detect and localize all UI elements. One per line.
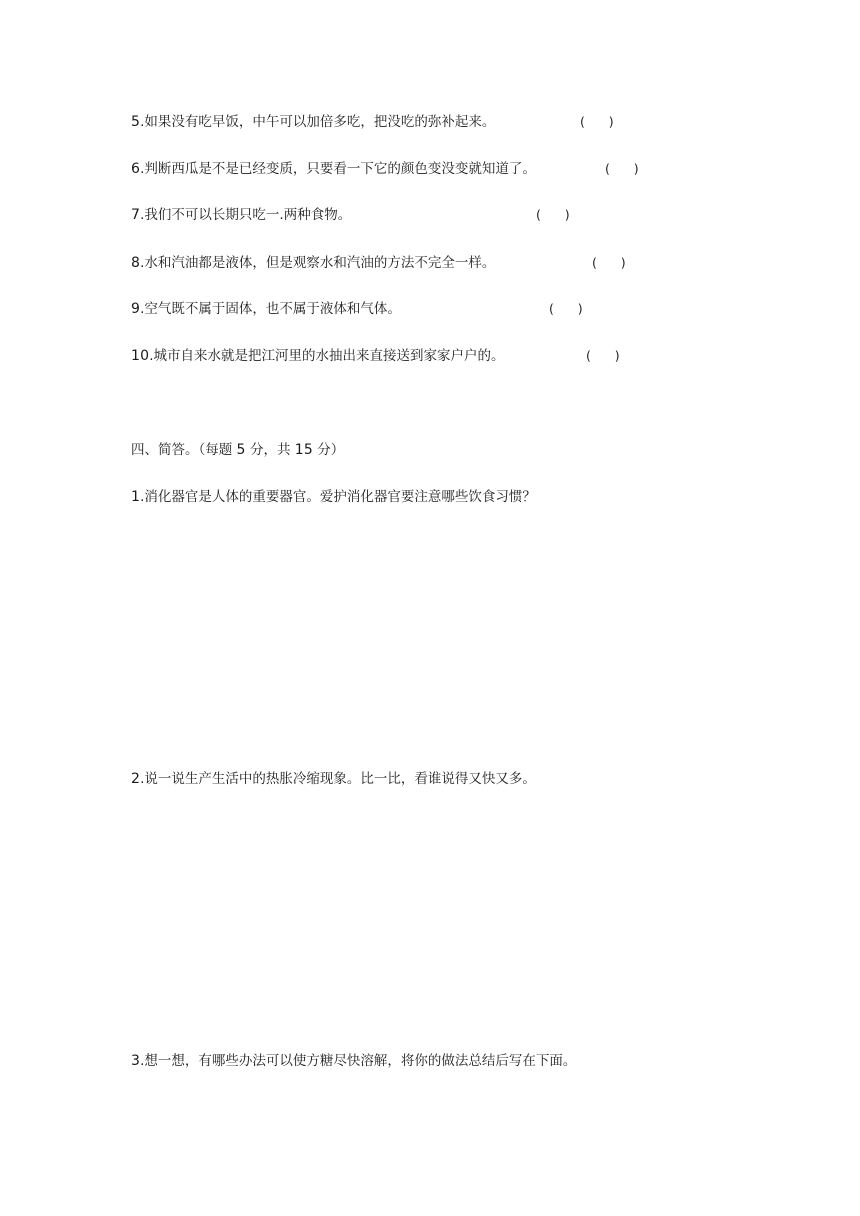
judgement-item-6 [131, 160, 536, 178]
item-number: 5 [131, 114, 141, 130]
heading-text: 分） [312, 442, 345, 458]
answer-blank: ( ) [605, 161, 639, 176]
answer-blank: ( ) [592, 255, 626, 270]
question-text: .想一想，有哪些办法可以使方糖尽快溶解，将你的做法总结后写在下面。 [140, 1053, 577, 1069]
item-number: 9 [131, 301, 141, 317]
item-number: 10 [131, 348, 150, 364]
question-3 [131, 1052, 576, 1070]
question-number: 3 [131, 1053, 141, 1069]
item-text: .水和汽油都是液体，但是观察水和汽油的方法不完全一样。 [140, 255, 496, 271]
heading-text: 分，共 [245, 442, 295, 458]
item-number: 8 [131, 255, 141, 271]
item-text: .如果没有吃早饭，中午可以加倍多吃，把没吃的弥补起来。 [140, 114, 496, 130]
question-text: .消化器官是人体的重要器官。爱护消化器官要注意哪些饮食习惯？ [140, 489, 536, 505]
judgement-item-10 [131, 347, 505, 365]
judgement-item-8 [131, 254, 495, 272]
question-text: .说一说生产生活中的热胀冷缩现象。比一比，看谁说得又快又多。 [140, 771, 536, 787]
question-number: 2 [131, 771, 141, 787]
item-text: .我们不可以长期只吃一.两种食物。 [140, 207, 352, 223]
answer-blank: ( ) [536, 207, 570, 222]
judgement-item-5 [131, 113, 495, 131]
item-number: 6 [131, 161, 141, 177]
item-text: .判断西瓜是不是已经变质，只要看一下它的颜色变没变就知道了。 [140, 161, 536, 177]
item-number: 7 [131, 207, 141, 223]
section-4-heading [131, 441, 344, 459]
points-each: 5 [236, 442, 246, 458]
item-text: .城市自来水就是把江河里的水抽出来直接送到家家户户的。 [149, 348, 505, 364]
heading-text: 四、简答。（每题 [131, 442, 237, 458]
item-text: .空气既不属于固体，也不属于液体和气体。 [140, 301, 401, 317]
points-total: 15 [294, 442, 313, 458]
answer-blank: ( ) [580, 114, 614, 129]
question-2 [131, 770, 536, 788]
judgement-item-9 [131, 300, 401, 318]
answer-blank: ( ) [549, 301, 583, 316]
judgement-item-7 [131, 206, 351, 224]
answer-blank: ( ) [586, 348, 620, 363]
question-number: 1 [131, 489, 141, 505]
question-1 [131, 488, 536, 506]
